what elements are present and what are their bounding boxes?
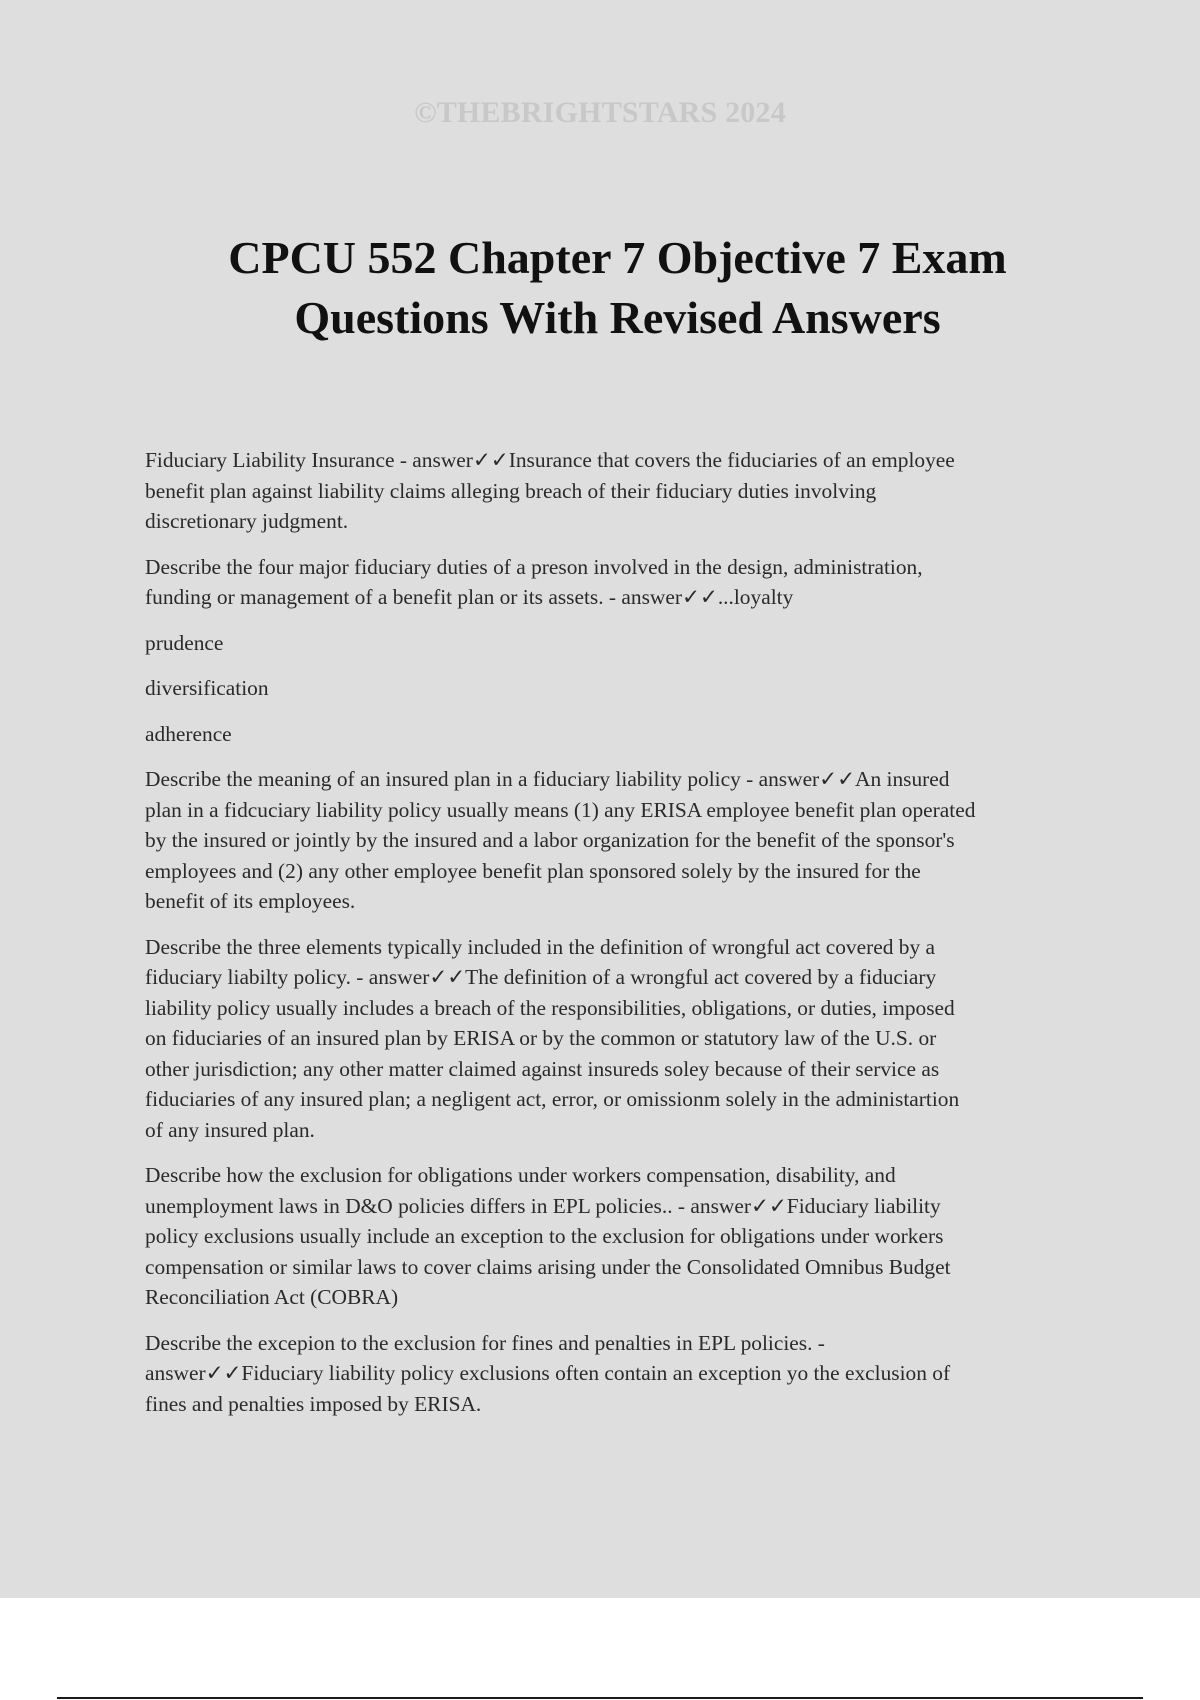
title-line: Questions With Revised Answers (294, 292, 941, 343)
text-line: fines and penalties imposed by ERISA. (145, 1391, 482, 1416)
qa-paragraph (145, 1328, 1095, 1420)
title-line: CPCU 552 Chapter 7 Objective 7 Exam (228, 232, 1007, 283)
text-line: Reconciliation Act (COBRA) (145, 1285, 399, 1309)
text-line: on fiduciaries of an insured plan by ERISA or by the common or statutory law of the U.S. or (145, 1026, 937, 1050)
text-line: Describe the four major fiduciary duties of a preson involved in the design, administration, (145, 554, 923, 579)
qa-paragraph (145, 1160, 1095, 1313)
watermark: ©THEBRIGHTSTARS 2024 (414, 96, 786, 129)
text-line: benefit of its employees. (145, 889, 356, 913)
page-title (100, 228, 1135, 348)
duty-item: prudence (145, 630, 224, 655)
text-line: funding or management of a benefit plan or its assets. - answer✓✓...loyalty (145, 585, 794, 609)
text-line: policy exclusions usually include an exception to the exclusion for obligations under workers (145, 1224, 944, 1248)
qa-paragraph (145, 552, 1095, 613)
text-line: discretionary judgment. (145, 509, 349, 533)
duty-item: adherence (145, 721, 232, 746)
document-body (145, 445, 1095, 1434)
text-line: other jurisdiction; any other matter claimed against insureds soley because of their service as (145, 1056, 940, 1081)
text-line: Describe the excepion to the exclusion for fines and penalties in EPL policies. - (145, 1330, 825, 1355)
text-line: unemployment laws in D&O policies differs in EPL policies.. - answer✓✓Fiduciary liability (145, 1193, 941, 1218)
text-line: fiduciaries of any insured plan; a negligent act, error, or omissionm solely in the administartion (145, 1087, 960, 1111)
text-line: Describe the three elements typically included in the definition of wrongful act covered by a (145, 934, 935, 959)
text-line: plan in a fidcuciary liability policy usually means (1) any ERISA employee benefit plan operated (145, 797, 976, 822)
text-line: of any insured plan. (145, 1117, 315, 1142)
qa-paragraph (145, 932, 1095, 1146)
text-line: by the insured or jointly by the insured and a labor organization for the benefit of the sponsor's (145, 828, 955, 852)
duty-item: diversification (145, 676, 269, 700)
footer-divider (57, 1697, 1143, 1699)
text-line: Fiduciary Liability Insurance - answer✓✓Insurance that covers the fiduciaries of an employee (145, 448, 955, 472)
text-line: fiduciary liabilty policy. - answer✓✓The definition of a wrongful act covered by a fiduciary (145, 965, 937, 989)
text-line: benefit plan against liability claims alleging breach of their fiduciary duties involving (145, 478, 877, 503)
text-line: liability policy usually includes a breach of the responsibilities, obligations, or duties, imposed (145, 995, 955, 1020)
text-line: employees and (2) any other employee benefit plan sponsored solely by the insured for the (145, 858, 921, 883)
text-line: answer✓✓Fiduciary liability policy exclusions often contain an exception yo the exclusion of (145, 1361, 951, 1385)
text-line: Describe the meaning of an insured plan in a fiduciary liability policy - answer✓✓An insured (145, 767, 950, 791)
qa-paragraph (145, 764, 1095, 917)
text-line: compensation or similar laws to cover claims arising under the Consolidated Omnibus Budget (145, 1254, 951, 1279)
qa-paragraph (145, 445, 1095, 537)
text-line: Describe how the exclusion for obligations under workers compensation, disability, and (145, 1163, 896, 1187)
